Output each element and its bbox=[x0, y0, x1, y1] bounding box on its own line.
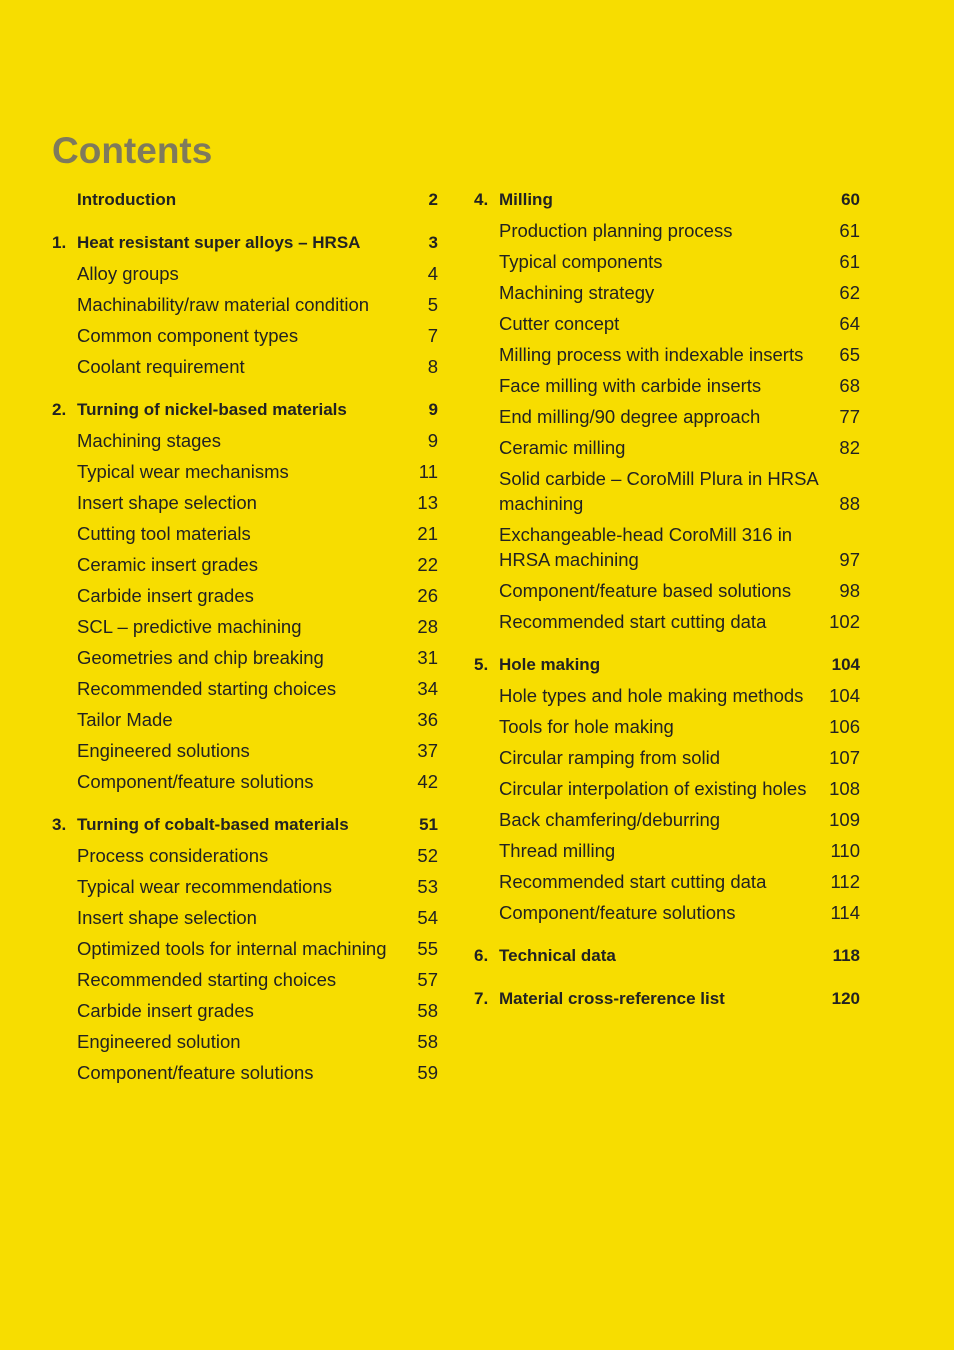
entry-page-number: 107 bbox=[829, 747, 860, 768]
entry-title: Typical wear recommendations bbox=[77, 876, 332, 897]
entry-title: Back chamfering/deburring bbox=[499, 809, 721, 830]
entry-page-number: 36 bbox=[417, 709, 438, 730]
toc-entry[interactable] bbox=[474, 432, 860, 463]
entry-title: Engineered solution bbox=[77, 1031, 241, 1052]
entry-title: Carbide insert grades bbox=[77, 585, 254, 606]
entry-title: Cutter concept bbox=[499, 313, 620, 334]
entry-page-number: 114 bbox=[830, 902, 860, 923]
entry-page-number: 28 bbox=[417, 616, 438, 637]
entry-title: Process considerations bbox=[77, 845, 269, 866]
toc-entry[interactable] bbox=[474, 575, 860, 606]
entry-page-number: 42 bbox=[417, 771, 438, 792]
section-page-number: 9 bbox=[428, 400, 438, 419]
toc-entry[interactable] bbox=[52, 580, 438, 611]
entry-title: Machining stages bbox=[77, 430, 221, 451]
entry-title: Machinability/raw material condition bbox=[77, 294, 370, 315]
toc-entry[interactable] bbox=[474, 215, 860, 246]
entry-page-number: 13 bbox=[417, 492, 438, 513]
toc-section-heading[interactable] bbox=[474, 984, 860, 1014]
toc-entry[interactable] bbox=[52, 964, 438, 995]
entry-title: Component/feature solutions bbox=[77, 1062, 314, 1083]
toc-entry[interactable] bbox=[52, 995, 438, 1026]
entry-page-number: 61 bbox=[839, 251, 860, 272]
toc-entry[interactable] bbox=[474, 463, 860, 519]
section-title: Heat resistant super alloys – HRSA bbox=[77, 233, 361, 252]
entry-title: Milling process with indexable inserts bbox=[499, 344, 804, 365]
section-title: Hole making bbox=[499, 655, 601, 674]
toc-section-heading[interactable] bbox=[52, 185, 438, 215]
toc-entry[interactable] bbox=[52, 1026, 438, 1057]
entry-page-number: 22 bbox=[417, 554, 438, 575]
toc-entry[interactable] bbox=[52, 289, 438, 320]
toc-section bbox=[474, 941, 860, 971]
toc-entry[interactable] bbox=[474, 339, 860, 370]
toc-entry[interactable] bbox=[474, 401, 860, 432]
entry-title: SCL – predictive machining bbox=[77, 616, 302, 637]
toc-section-heading[interactable] bbox=[52, 810, 438, 840]
toc-section-heading[interactable] bbox=[474, 185, 860, 215]
toc-entry[interactable] bbox=[52, 871, 438, 902]
toc-entry[interactable] bbox=[474, 742, 860, 773]
toc-entry[interactable] bbox=[474, 711, 860, 742]
entry-page-number: 8 bbox=[427, 356, 438, 377]
section-number: 3. bbox=[52, 815, 67, 834]
entry-page-number: 112 bbox=[830, 871, 860, 892]
entry-page-number: 55 bbox=[417, 938, 438, 959]
entry-title: Recommended start cutting data bbox=[499, 611, 767, 632]
entry-page-number: 65 bbox=[839, 344, 860, 365]
toc-entry[interactable] bbox=[52, 611, 438, 642]
toc-right-column bbox=[474, 185, 860, 1014]
entry-page-number: 7 bbox=[427, 325, 438, 346]
entry-page-number: 59 bbox=[417, 1062, 438, 1083]
entry-page-number: 108 bbox=[829, 778, 860, 799]
section-title: Introduction bbox=[77, 190, 177, 209]
toc-entry[interactable] bbox=[474, 606, 860, 637]
entry-page-number: 9 bbox=[427, 430, 438, 451]
entry-page-number: 88 bbox=[839, 493, 860, 514]
entry-page-number: 5 bbox=[427, 294, 438, 315]
entry-title: Common component types bbox=[77, 325, 299, 346]
entry-page-number: 82 bbox=[839, 437, 860, 458]
section-title: Technical data bbox=[499, 946, 616, 965]
section-page-number: 60 bbox=[841, 190, 860, 209]
entry-page-number: 61 bbox=[839, 220, 860, 241]
toc-entry[interactable] bbox=[52, 735, 438, 766]
toc-entry[interactable] bbox=[52, 933, 438, 964]
section-page-number: 2 bbox=[428, 190, 438, 209]
toc-entry[interactable] bbox=[474, 897, 860, 928]
section-number: 6. bbox=[474, 946, 489, 965]
section-title: Turning of nickel-based materials bbox=[77, 400, 347, 419]
toc-section bbox=[474, 984, 860, 1014]
entry-page-number: 57 bbox=[417, 969, 438, 990]
section-number: 1. bbox=[52, 233, 67, 252]
entry-page-number: 37 bbox=[417, 740, 438, 761]
toc-entry[interactable] bbox=[52, 518, 438, 549]
entry-page-number: 54 bbox=[417, 907, 438, 928]
toc-entry[interactable] bbox=[474, 866, 860, 897]
page-title: Contents bbox=[52, 130, 213, 171]
entry-title: Cutting tool materials bbox=[77, 523, 251, 544]
toc-entry[interactable] bbox=[474, 246, 860, 277]
toc-entry[interactable] bbox=[474, 773, 860, 804]
toc-section-heading[interactable] bbox=[52, 228, 438, 258]
section-number: 7. bbox=[474, 989, 489, 1008]
toc-entry[interactable] bbox=[474, 804, 860, 835]
toc-section bbox=[52, 395, 438, 797]
toc-entry[interactable] bbox=[52, 549, 438, 580]
entry-title: Solid carbide – CoroMill Plura in HRSA machining bbox=[499, 468, 818, 514]
section-page-number: 51 bbox=[419, 815, 438, 834]
toc-entry[interactable] bbox=[474, 370, 860, 401]
entry-page-number: 102 bbox=[829, 611, 860, 632]
entry-page-number: 52 bbox=[417, 845, 438, 866]
entry-page-number: 58 bbox=[417, 1000, 438, 1021]
section-page-number: 104 bbox=[831, 655, 860, 674]
toc-section bbox=[52, 810, 438, 1088]
entry-title: Recommended starting choices bbox=[77, 969, 337, 990]
entry-title: Engineered solutions bbox=[77, 740, 250, 761]
toc-section-heading[interactable] bbox=[52, 395, 438, 425]
toc-entry[interactable] bbox=[474, 277, 860, 308]
section-number: 2. bbox=[52, 400, 67, 419]
entry-title: Hole types and hole making methods bbox=[499, 685, 804, 706]
entry-title: Thread milling bbox=[499, 840, 616, 861]
toc-entry[interactable] bbox=[52, 840, 438, 871]
toc-entry[interactable] bbox=[52, 673, 438, 704]
toc-section bbox=[474, 650, 860, 928]
section-number: 4. bbox=[474, 190, 489, 209]
entry-title: Recommended starting choices bbox=[77, 678, 337, 699]
entry-title: Production planning process bbox=[499, 220, 733, 241]
section-title: Material cross-reference list bbox=[499, 989, 725, 1008]
entry-page-number: 31 bbox=[417, 647, 438, 668]
entry-page-number: 64 bbox=[839, 313, 860, 334]
entry-page-number: 58 bbox=[417, 1031, 438, 1052]
entry-page-number: 4 bbox=[427, 263, 438, 284]
toc-entry[interactable] bbox=[52, 642, 438, 673]
entry-title: Component/feature solutions bbox=[77, 771, 314, 792]
entry-page-number: 110 bbox=[830, 840, 860, 861]
entry-title: Geometries and chip breaking bbox=[77, 647, 324, 668]
toc-section bbox=[474, 185, 860, 637]
toc-entry[interactable] bbox=[52, 258, 438, 289]
toc-entry[interactable] bbox=[52, 487, 438, 518]
entry-title: Exchangeable-head CoroMill 316 in HRSA machining bbox=[499, 524, 793, 570]
entry-page-number: 68 bbox=[839, 375, 860, 396]
toc-entry[interactable] bbox=[52, 425, 438, 456]
entry-title: Machining strategy bbox=[499, 282, 655, 303]
entry-title: Component/feature based solutions bbox=[499, 580, 792, 601]
entry-title: Insert shape selection bbox=[77, 492, 257, 513]
entry-title: Face milling with carbide inserts bbox=[499, 375, 762, 396]
section-title: Milling bbox=[499, 190, 553, 209]
toc-section-heading[interactable] bbox=[474, 941, 860, 971]
toc-entry[interactable] bbox=[474, 835, 860, 866]
toc-entry[interactable] bbox=[52, 902, 438, 933]
entry-page-number: 97 bbox=[839, 549, 860, 570]
entry-title: Optimized tools for internal machining bbox=[77, 938, 387, 959]
entry-page-number: 34 bbox=[417, 678, 438, 699]
toc-entry[interactable] bbox=[52, 320, 438, 351]
entry-page-number: 104 bbox=[829, 685, 860, 706]
entry-title: Carbide insert grades bbox=[77, 1000, 254, 1021]
toc-entry[interactable] bbox=[474, 308, 860, 339]
entry-title: End milling/90 degree approach bbox=[499, 406, 761, 427]
entry-page-number: 109 bbox=[829, 809, 860, 830]
entry-title: Ceramic insert grades bbox=[77, 554, 258, 575]
entry-title: Insert shape selection bbox=[77, 907, 257, 928]
entry-title: Tools for hole making bbox=[499, 716, 674, 737]
entry-title: Component/feature solutions bbox=[499, 902, 736, 923]
entry-page-number: 11 bbox=[418, 461, 438, 482]
entry-title: Circular interpolation of existing holes bbox=[499, 778, 807, 799]
entry-page-number: 53 bbox=[417, 876, 438, 897]
entry-title: Typical components bbox=[499, 251, 663, 272]
section-page-number: 118 bbox=[832, 946, 860, 965]
entry-title: Alloy groups bbox=[77, 263, 179, 284]
entry-page-number: 106 bbox=[829, 716, 860, 737]
toc-section-heading[interactable] bbox=[474, 650, 860, 680]
toc-entry[interactable] bbox=[52, 704, 438, 735]
entry-title: Ceramic milling bbox=[499, 437, 626, 458]
entry-page-number: 98 bbox=[839, 580, 860, 601]
entry-page-number: 77 bbox=[839, 406, 860, 427]
entry-title: Recommended start cutting data bbox=[499, 871, 767, 892]
toc-entry[interactable] bbox=[52, 456, 438, 487]
section-page-number: 3 bbox=[428, 233, 438, 252]
section-number: 5. bbox=[474, 655, 489, 674]
toc-entry[interactable] bbox=[52, 351, 438, 382]
entry-title: Coolant requirement bbox=[77, 356, 245, 377]
entry-title: Circular ramping from solid bbox=[499, 747, 721, 768]
section-title: Turning of cobalt-based materials bbox=[77, 815, 349, 834]
section-page-number: 120 bbox=[831, 989, 860, 1008]
toc-entry[interactable] bbox=[52, 1057, 438, 1088]
entry-title: Typical wear mechanisms bbox=[77, 461, 289, 482]
toc-section bbox=[52, 228, 438, 382]
toc-entry[interactable] bbox=[52, 766, 438, 797]
entry-title: Tailor Made bbox=[77, 709, 173, 730]
toc-left-column bbox=[52, 185, 438, 1088]
toc-section bbox=[52, 185, 438, 215]
entry-page-number: 62 bbox=[839, 282, 860, 303]
toc-entry[interactable] bbox=[474, 680, 860, 711]
entry-page-number: 26 bbox=[417, 585, 438, 606]
entry-page-number: 21 bbox=[417, 523, 438, 544]
toc-entry[interactable] bbox=[474, 519, 860, 575]
